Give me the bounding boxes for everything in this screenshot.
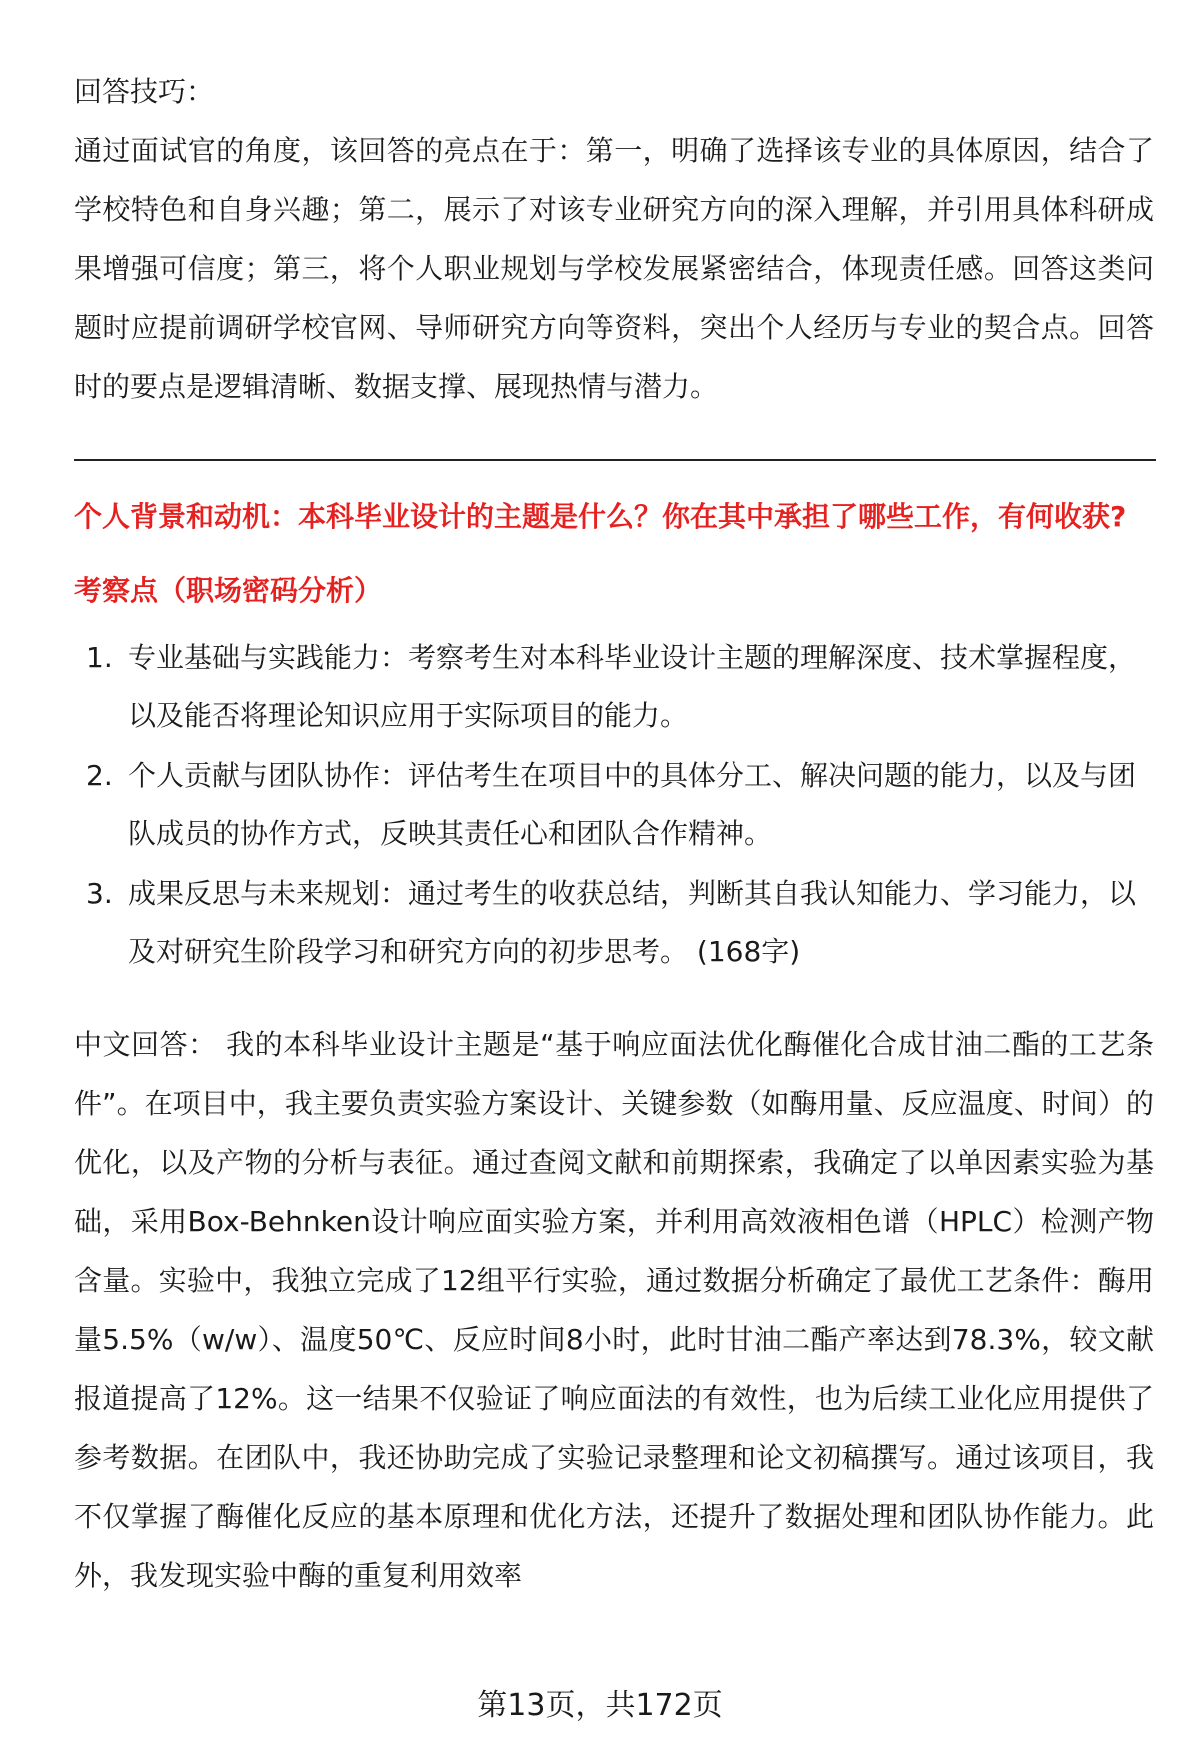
list-item [74, 747, 1154, 863]
list-item-number: 2. [86, 759, 113, 792]
tips-body: 通过面试官的角度，该回答的亮点在于：第一，明确了选择该专业的具体原因，结合了学校特色和自身兴趣；第二，展示了对该专业研究方向的深入理解，并引用具体科研成果增强可信度；第三，将个人职业规划与学校发展紧密结合，体现责任感。回答这类问题时应提前调研学校官网、导师研究方向等资料，突出个人经历与专业的契合点。回答时的要点是逻辑清晰、数据支撑、展现热情与潜力。 [74, 134, 1154, 403]
section-divider [74, 459, 1156, 461]
page-number: 第13页，共172页 [477, 1688, 723, 1723]
assessment-list [74, 629, 1154, 981]
list-item-text: 专业基础与实践能力：考察考生对本科毕业设计主题的理解深度、技术掌握程度，以及能否将理论知识应用于实际项目的能力。 [128, 641, 1137, 732]
list-item [74, 865, 1154, 981]
list-item-text: 成果反思与未来规划：通过考生的收获总结，判断其自我认知能力、学习能力，以及对研究生阶段学习和研究方向的初步思考。 (168字) [128, 877, 1137, 968]
list-item-number: 1. [86, 641, 113, 674]
list-item-number: 3. [86, 877, 113, 910]
answer-body: 中文回答： 我的本科毕业设计主题是“基于响应面法优化酶催化合成甘油二酯的工艺条件”。在项目中，我主要负责实验方案设计、关键参数（如酶用量、反应温度、时间）的优化，以及产物的分析与表征。通过查阅文献和前期探索，我确定了以单因素实验为基础，采用Box-Behnken设计响应面实验方案，并利用高效液相色谱（HPLC）检测产物含量。实验中，我独立完成了12组平行实验，通过数据分析确定了最优工艺条件：酶用量5.5%（w/w）、温度50℃、反应时间8小时，此时甘油二酯产率达到78.3%，较文献报道提高了12%。这一结果不仅验证了响应面法的有效性，也为后续工业化应用提供了参考数据。在团队中，我还协助完成了实验记录整理和论文初稿撰写。通过该项目，我不仅掌握了酶催化反应的基本原理和优化方法，还提升了数据处理和团队协作能力。此外，我发现实验中酶的重复利用效率 [74, 1028, 1154, 1592]
page-content [74, 62, 1154, 1605]
list-item-text: 个人贡献与团队协作：评估考生在项目中的具体分工、解决问题的能力，以及与团队成员的协作方式，反映其责任心和团队合作精神。 [128, 759, 1137, 850]
list-item [74, 629, 1154, 745]
assessment-heading: 考察点（职场密码分析） [74, 574, 383, 607]
question-heading: 个人背景和动机：本科毕业设计的主题是什么？你在其中承担了哪些工作，有何收获? [74, 500, 1127, 533]
tips-label: 回答技巧： [74, 75, 215, 108]
